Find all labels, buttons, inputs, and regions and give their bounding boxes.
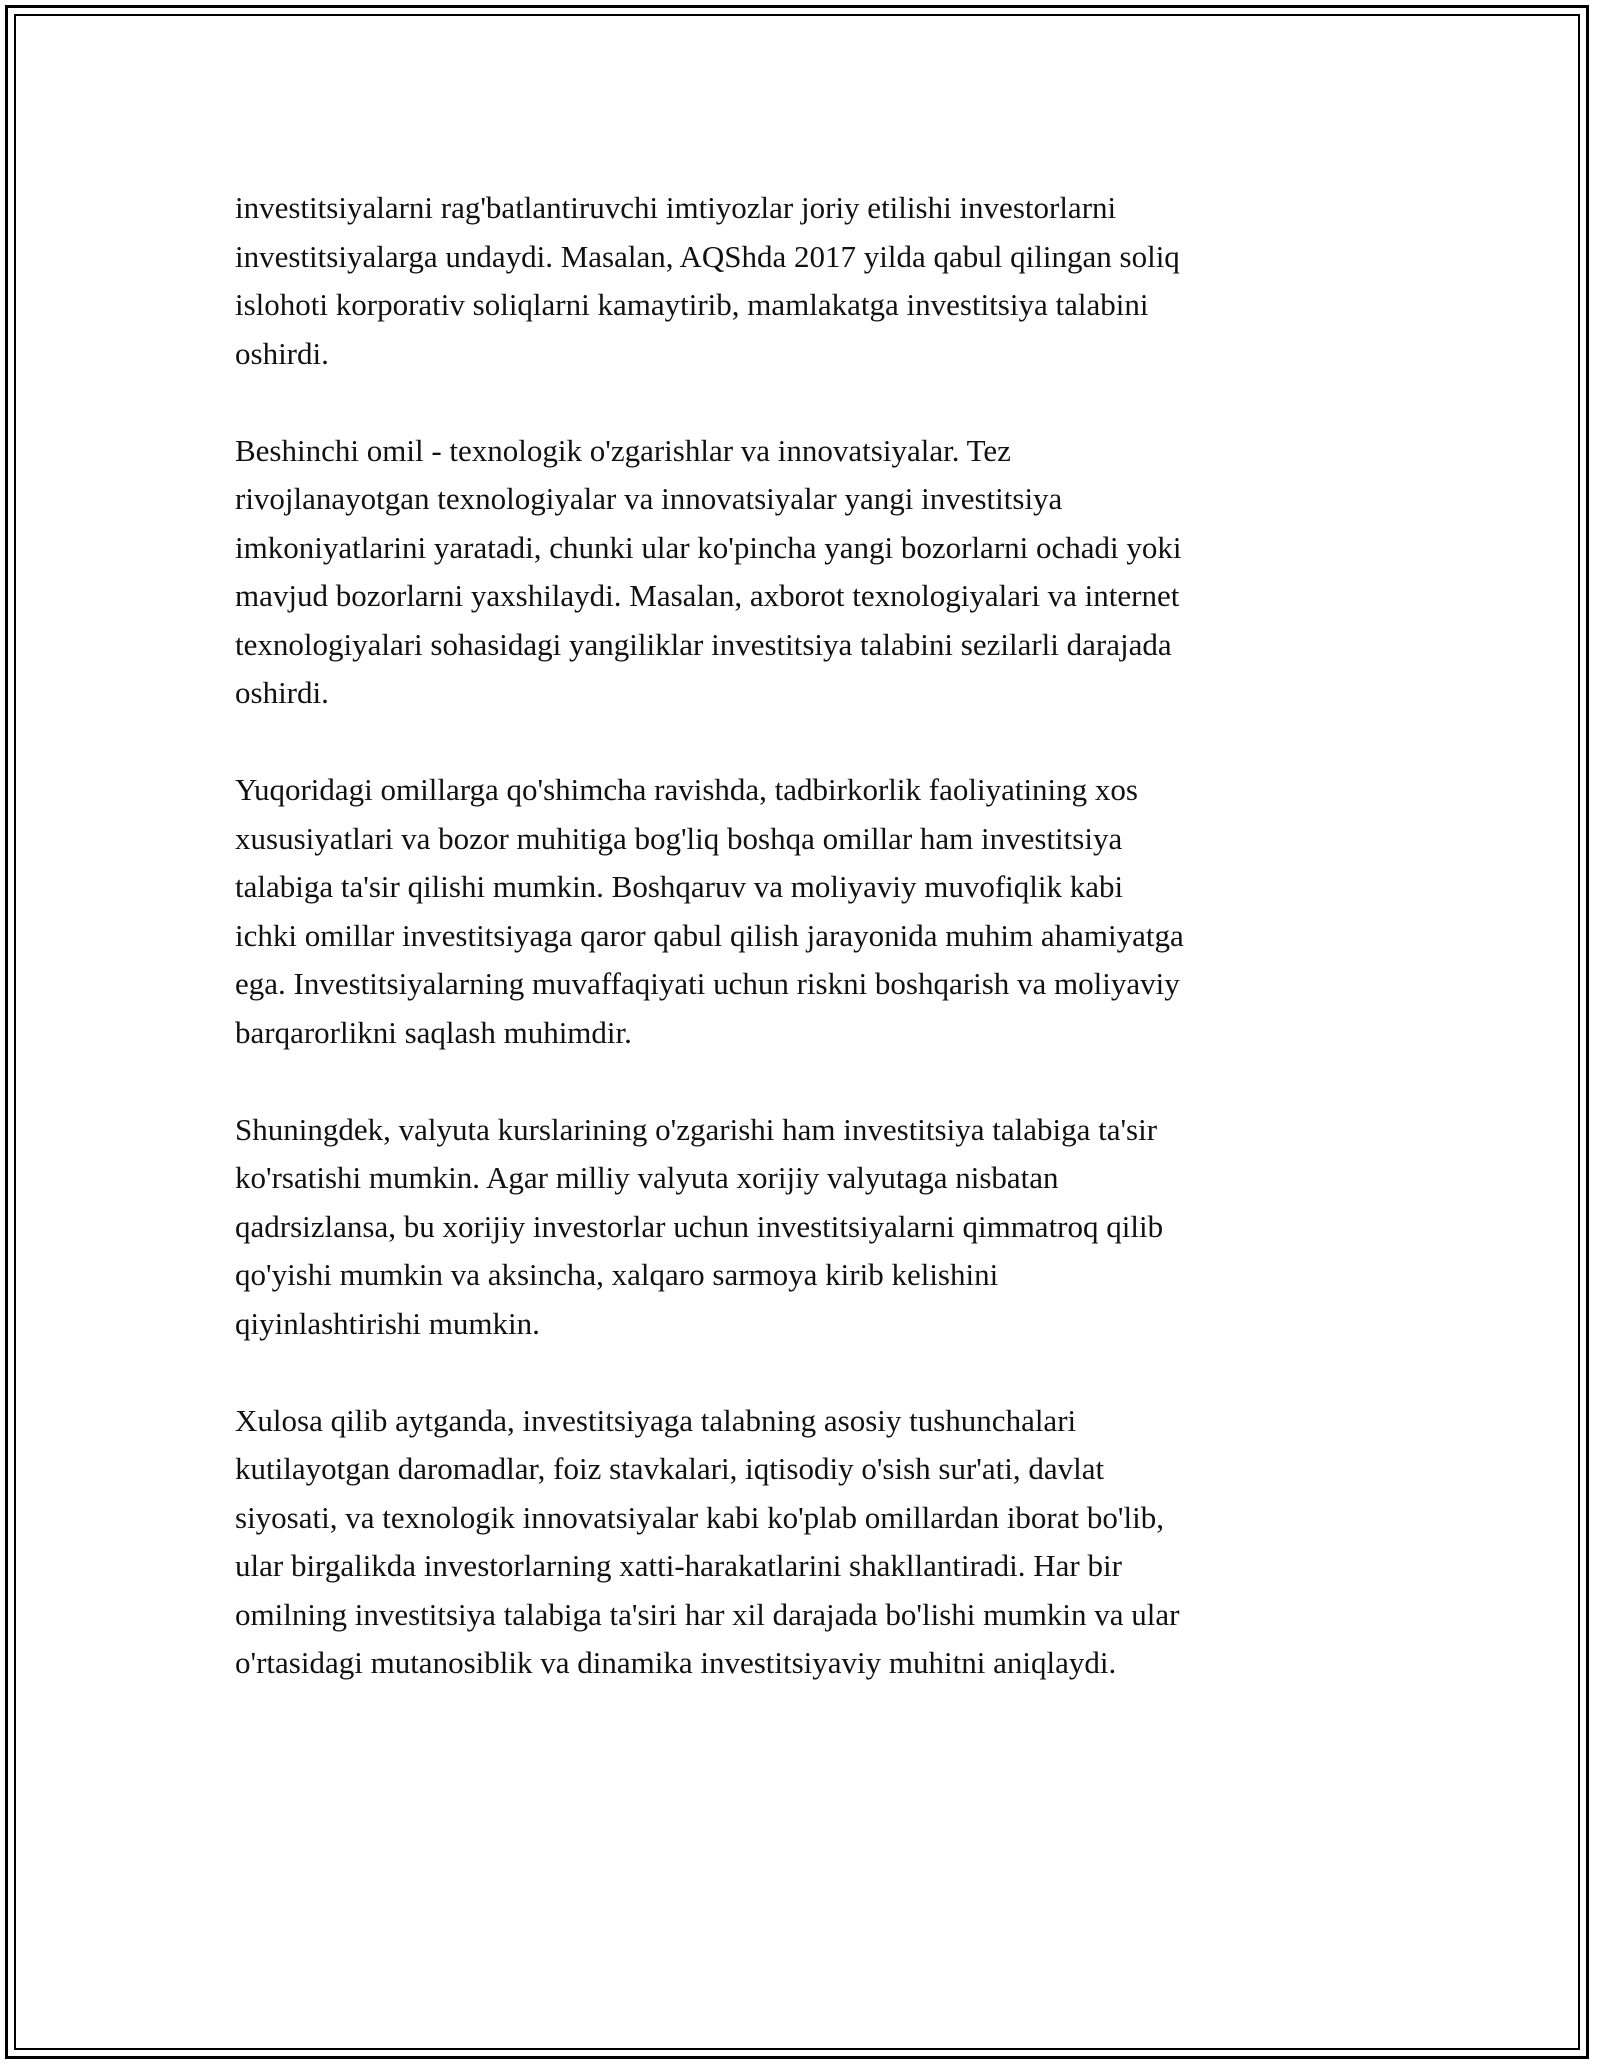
text-line: rivojlanayotgan texnologiyalar va innovatsiyalar yangi investitsiya: [235, 481, 1063, 516]
text-line: imkoniyatlarini yaratadi, chunki ular ko'pincha yangi bozorlarni ochadi yoki: [235, 529, 1182, 565]
text-line: ular birgalikda investorlarning xatti-harakatlarini shakllantiradi. Har bir: [235, 1548, 1122, 1583]
text-line: ko'rsatishi mumkin. Agar milliy valyuta xorijiy valyutaga nisbatan: [235, 1160, 1059, 1195]
text-line: kutilayotgan daromadlar, foiz stavkalari, iqtisodiy o'sish sur'ati, davlat: [235, 1451, 1105, 1486]
text-line: islohoti korporativ soliqlarni kamaytirib, mamlakatga investitsiya talabini: [235, 287, 1149, 322]
text-line: texnologiyalari sohasidagi yangiliklar investitsiya talabini sezilarli darajada: [235, 626, 1172, 662]
paragraph-conclusion: [235, 1397, 1365, 1688]
text-line: oshirdi.: [235, 675, 329, 710]
paragraph-exchange-rates: [235, 1106, 1365, 1349]
text-line: barqarorlikni saqlash muhimdir.: [235, 1014, 632, 1050]
text-line: qadrsizlansa, bu xorijiy investorlar uchun investitsiyalarni qimmatroq qilib: [235, 1208, 1164, 1244]
text-line: xususiyatlari va bozor muhitiga bog'liq boshqa omillar ham investitsiya: [235, 820, 1123, 856]
document-body: [235, 184, 1365, 1736]
paragraph-business-factors: [235, 766, 1365, 1057]
text-line: mavjud bozorlarni yaxshilaydi. Masalan, axborot texnologiyalari va internet: [235, 578, 1180, 613]
text-line: investitsiyalarni rag'batlantiruvchi imtiyozlar joriy etilishi investorlarni: [235, 190, 1117, 225]
text-line: Yuqoridagi omillarga qo'shimcha ravishda, tadbirkorlik faoliyatining xos: [235, 772, 1138, 807]
text-line: investitsiyalarga undaydi. Masalan, AQShda 2017 yilda qabul qilingan soliq: [235, 238, 1180, 274]
text-line: qiyinlashtirishi mumkin.: [235, 1305, 540, 1341]
text-line: Beshinchi omil - texnologik o'zgarishlar va innovatsiyalar. Tez: [235, 432, 1011, 468]
text-line: omilning investitsiya talabiga ta'siri har xil darajada bo'lishi mumkin va ular: [235, 1596, 1180, 1632]
text-line: o'rtasidagi mutanosiblik va dinamika investitsiyaviy muhitni aniqlaydi.: [235, 1645, 1117, 1680]
text-line: qo'yishi mumkin va aksincha, xalqaro sarmoya kirib kelishini: [235, 1257, 999, 1292]
text-line: talabiga ta'sir qilishi mumkin. Boshqaruv va moliyaviy muvofiqlik kabi: [235, 869, 1124, 904]
text-line: oshirdi.: [235, 335, 329, 371]
text-line: ichki omillar investitsiyaga qaror qabul qilish jarayonida muhim ahamiyatga: [235, 917, 1184, 953]
text-line: Shuningdek, valyuta kurslarining o'zgarishi ham investitsiya talabiga ta'sir: [235, 1111, 1158, 1147]
paragraph-tax-incentives: [235, 184, 1365, 378]
text-line: Xulosa qilib aytganda, investitsiyaga talabning asosiy tushunchalari: [235, 1402, 1077, 1438]
text-line: siyosati, va texnologik innovatsiyalar kabi ko'plab omillardan iborat bo'lib,: [235, 1499, 1164, 1535]
text-line: ega. Investitsiyalarning muvaffaqiyati uchun riskni boshqarish va moliyaviy: [235, 966, 1180, 1001]
paragraph-technology-factor: [235, 427, 1365, 718]
